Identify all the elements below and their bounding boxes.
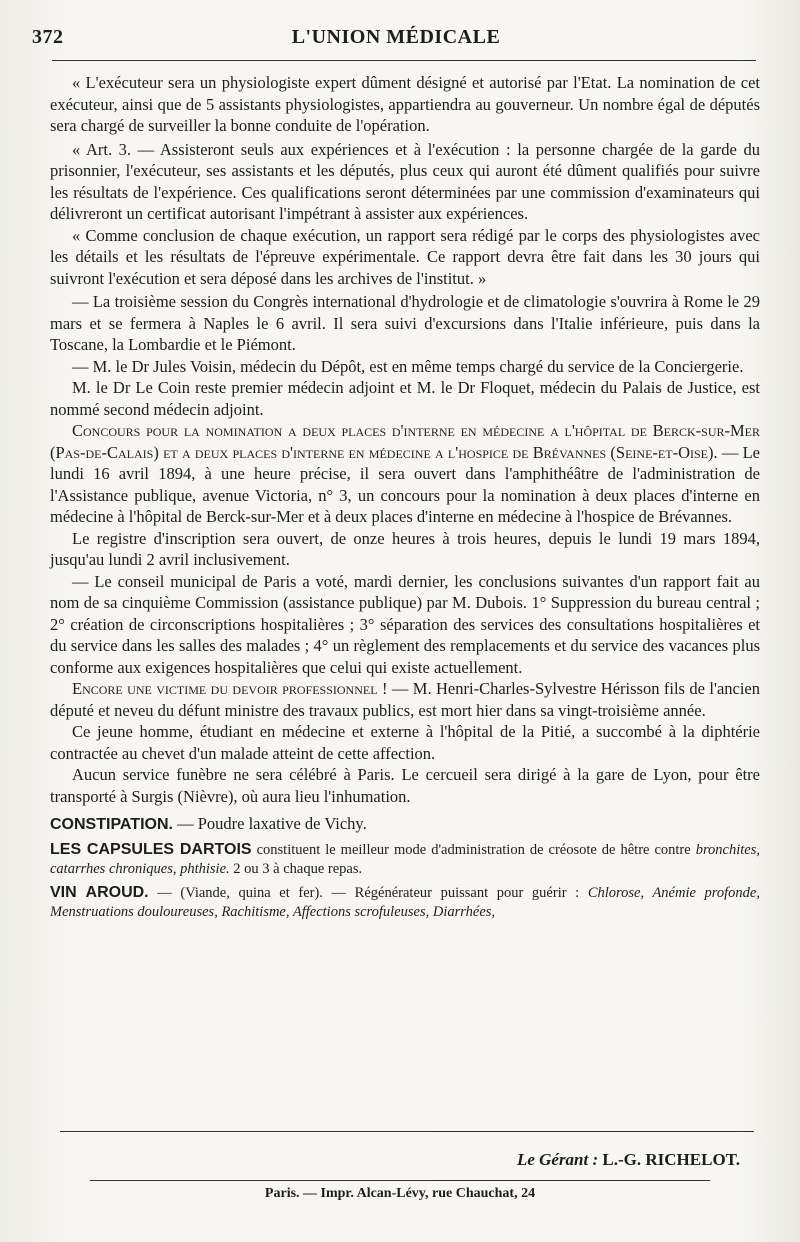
gerant-signature xyxy=(517,1150,740,1170)
page-header xyxy=(32,26,760,56)
journal-title: L'UNION MÉDICALE xyxy=(291,26,501,48)
ad-constipation xyxy=(50,813,760,836)
concours-heading: Concours pour la nomination a deux places d'interne en médecine a l'hôpital de Berck-sur-Mer (Pas-de-Calais) et a deux places d'interne en médecine a l'hospice de Brévannes (Seine-et-Oise). xyxy=(50,421,760,462)
article-body xyxy=(50,72,760,922)
ad-capsules-head: LES CAPSULES DARTOIS xyxy=(50,840,252,858)
ad-vin-head: VIN AROUD. xyxy=(50,883,149,901)
ad-vin-italic: Chlorose, Anémie profonde, Menstruations douloureuses, Rachitisme, Affections scrofuleuses, Diarrhées, xyxy=(50,884,760,920)
gerant-name: L.-G. RICHELOT. xyxy=(598,1150,740,1169)
victime-body: — M. Henri-Charles-Sylvestre Hérisson fils de l'ancien député et neveu du défunt ministre des travaux publics, est mort hier dans sa vingt-troisième année. xyxy=(50,679,760,720)
paragraph-executor: « L'exécuteur sera un physiologiste expert dûment désigné et autorisé par l'Etat. La nomination de cet exécuteur, ainsi que de 5 assistants physiologistes, appartiendra au gouverneur. Un nombre égal de députés sera chargé de surveiller la bonne conduite de l'opération. xyxy=(50,73,760,135)
ad-capsules xyxy=(50,840,760,879)
ad-vin-aroud xyxy=(50,883,760,922)
printer-rule xyxy=(90,1180,710,1181)
printer-line: Paris. — Impr. Alcan-Lévy, rue Chauchat, 24 xyxy=(264,1186,536,1201)
gerant-label: Le Gérant : xyxy=(516,1150,599,1169)
paragraph-jeune-homme: Ce jeune homme, étudiant en médecine et externe à l'hôpital de la Pitié, a succombé à la diphtérie contractée au chevet d'un malade atteint de cette affection. xyxy=(50,722,760,763)
ad-capsules-body-2: 2 ou 3 à chaque repas. xyxy=(229,860,363,877)
paragraph-article-3: « Art. 3. — Assisteront seuls aux expériences et à l'exécution : la personne chargée de la garde du prisonnier, l'exécuteur, ses assistants et les députés, plus ceux qui auront été dûment qualifiés pour suivre les résultats de l'expérience. Ces qualifications seront déterminées par une commission d'examinateurs qui délivreront un certificat autorisant l'impétrant à assister aux expériences. xyxy=(50,139,760,223)
paragraph-congress: — La troisième session du Congrès international d'hydrologie et de climatologie s'ouvrira à Rome le 29 mars et se fermera à Naples le 6 avril. Il sera suivi d'excursions dans l'Italie inférieure, puis dans la Toscane, la Lombardie et le Piémont. xyxy=(50,292,760,354)
concours-body: — Le lundi 16 avril 1894, à une heure précise, il sera ouvert dans l'amphithéâtre de l'administration de l'Assistance publique, avenue Victoria, n° 3, un concours pour la nomination à deux places d'interne en médecine à l'hôpital de Berck-sur-Mer et à deux places d'interne en médecine à l'hospice de Brévannes. xyxy=(50,442,760,526)
advertisements xyxy=(50,813,760,922)
paragraph-victime xyxy=(50,678,760,721)
paragraph-voisin: — M. le Dr Jules Voisin, médecin du Dépôt, est en même temps chargé du service de la Conciergerie. xyxy=(72,356,744,376)
paragraph-registre: Le registre d'inscription sera ouvert, de onze heures à trois heures, depuis le lundi 19 mars 1894, jusqu'au lundi 2 avril inclusivement. xyxy=(50,528,760,569)
page-number: 372 xyxy=(32,26,64,48)
ad-vin-body: — (Viande, quina et fer). — Régénérateur puissant pour guérir : xyxy=(148,884,588,901)
ad-constipation-body: — Poudre laxative de Vichy. xyxy=(172,814,367,833)
footer-rule xyxy=(60,1131,754,1132)
victime-heading: Encore une victime du devoir professionnel ! xyxy=(72,679,388,698)
paragraph-report: « Comme conclusion de chaque exécution, un rapport sera rédigé par le corps des physiologistes avec les détails et les résultats de l'épreuve expérimentale. Ce rapport devra être fait dans les 30 jours qui suivront l'exécution et sera déposé dans les archives de l'institut. » xyxy=(50,225,760,288)
header-rule xyxy=(52,60,756,61)
ad-constipation-head: CONSTIPATION. xyxy=(50,816,173,833)
paragraph-conseil: — Le conseil municipal de Paris a voté, mardi dernier, les conclusions suivantes d'un rapport fait au nom de sa cinquième Commission (assistance publique) par M. Dubois. 1° Suppression du bureau central ; 2° création de circonscriptions hospitalières ; 3° séparation des services des consultations hospitalières et du service dans les salles des malades ; 4° un règlement des remplacements et du service des vacances plus conforme aux exigences hospitalières que celui qui existe actuellement. xyxy=(50,571,760,677)
ad-capsules-body-1: constituent le meilleur mode d'administration de créosote de hêtre contre xyxy=(251,841,696,858)
ad-capsules-italic: bronchites, catarrhes chroniques, phthisie. xyxy=(50,841,761,877)
paragraph-service-funebre: Aucun service funèbre ne sera célébré à Paris. Le cercueil sera dirigé à la gare de Lyon, pour être transporté à Surgis (Nièvre), où aura lieu l'inhumation. xyxy=(50,765,760,806)
paragraph-concours xyxy=(50,420,760,528)
paragraph-le-coin: M. le Dr Le Coin reste premier médecin adjoint et M. le Dr Floquet, médecin du Palais de Justice, est nommé second médecin adjoint. xyxy=(50,378,760,419)
